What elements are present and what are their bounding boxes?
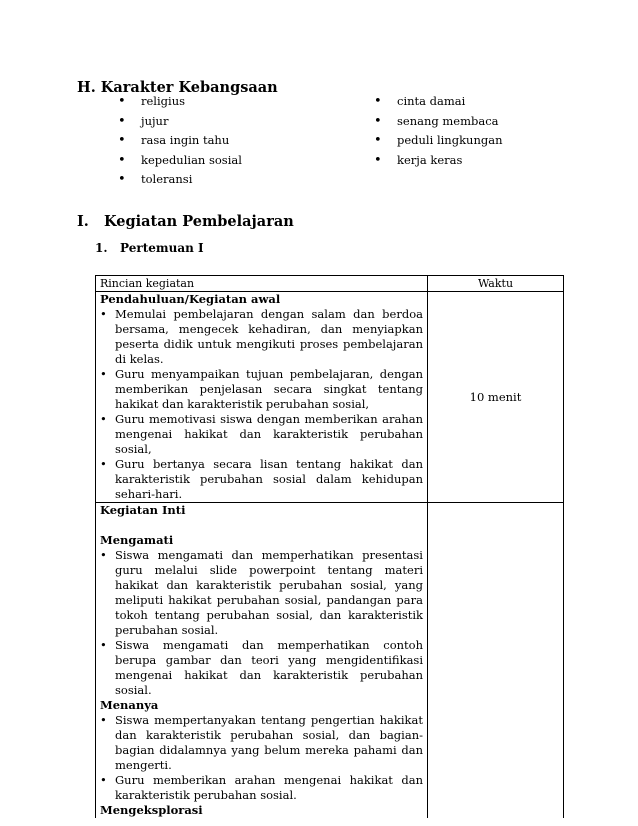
list-item: • Guru memberikan arahan mengenai hakikat dan karakteristik perubahan sosial. <box>100 773 423 803</box>
list-item: • peduli lingkungan <box>374 131 502 151</box>
list-item: • Siswa mempertanyakan tentang pengertian hakikat dan karakteristik perubahan sosial, dan bagian-bagian didalamnya yang belum mereka pahami dan mengerti. <box>100 713 423 773</box>
list-item: • jujur <box>118 112 242 132</box>
kegiatan-table <box>95 275 564 818</box>
inti-cell <box>96 503 428 819</box>
header-rincian <box>96 276 428 292</box>
list-item: • religius <box>118 92 242 112</box>
pendahuluan-time-cell <box>428 292 564 503</box>
table-header-row <box>96 276 564 292</box>
list-item: • Guru bertanya secara lisan tentang hakikat dan karakteristik perubahan sosial dalam kehidupan sehari-hari. <box>100 457 423 502</box>
list-item: • toleransi <box>118 170 242 190</box>
header-waktu-label: Waktu <box>477 277 514 290</box>
karakter-list-left <box>118 92 242 190</box>
header-rincian-label: Rincian kegiatan <box>100 277 195 290</box>
mengeksplorasi-title: Mengeksplorasi <box>100 803 203 817</box>
table-row <box>96 503 564 819</box>
list-item: • rasa ingin tahu <box>118 131 242 151</box>
inti-title: Kegiatan Inti <box>100 503 186 517</box>
section-i-title: I. Kegiatan Pembelajaran <box>77 213 294 230</box>
table-row <box>96 292 564 503</box>
menanya-title: Menanya <box>100 698 159 712</box>
list-item: • cinta damai <box>374 92 502 112</box>
menanya-list <box>100 713 423 803</box>
pertemuan-title: 1. Pertemuan I <box>95 241 204 255</box>
list-item: • Guru menyampaikan tujuan pembelajaran, dengan memberikan penjelasan secara singkat tentang hakikat dan karakteristik perubahan sosial, <box>100 367 423 412</box>
pendahuluan-title: Pendahuluan/Kegiatan awal <box>100 292 281 306</box>
karakter-list-right <box>374 92 502 170</box>
list-item: • Siswa mengamati dan memperhatikan contoh berupa gambar dan teori yang mengidentifikasi mengenai hakikat dan karakteristik perubahan sosial. <box>100 638 423 698</box>
list-item: • Guru memotivasi siswa dengan memberikan arahan mengenai hakikat dan karakteristik perubahan sosial, <box>100 412 423 457</box>
list-item: • kepedulian sosial <box>118 151 242 171</box>
pendahuluan-cell <box>96 292 428 503</box>
list-item: • kerja keras <box>374 151 502 171</box>
header-waktu <box>428 276 564 292</box>
inti-time-cell <box>428 503 564 819</box>
list-item: • senang membaca <box>374 112 502 132</box>
list-item: • Memulai pembelajaran dengan salam dan berdoa bersama, mengecek kehadiran, dan menyiapkan peserta didik untuk mengikuti proses pembelajaran di kelas. <box>100 307 423 367</box>
list-item: • Siswa mengamati dan memperhatikan presentasi guru melalui slide powerpoint tentang materi hakikat dan karakteristik perubahan sosial, yang meliputi hakikat perubahan sosial, pandangan para tokoh tentang perubahan sosial, dan karakteristik perubahan sosial. <box>100 548 423 638</box>
mengamati-list <box>100 548 423 698</box>
mengamati-title: Mengamati <box>100 533 174 547</box>
pendahuluan-list <box>100 307 423 502</box>
section-h-title: H. Karakter Kebangsaan <box>77 79 278 96</box>
pendahuluan-time: 10 menit <box>469 389 522 404</box>
